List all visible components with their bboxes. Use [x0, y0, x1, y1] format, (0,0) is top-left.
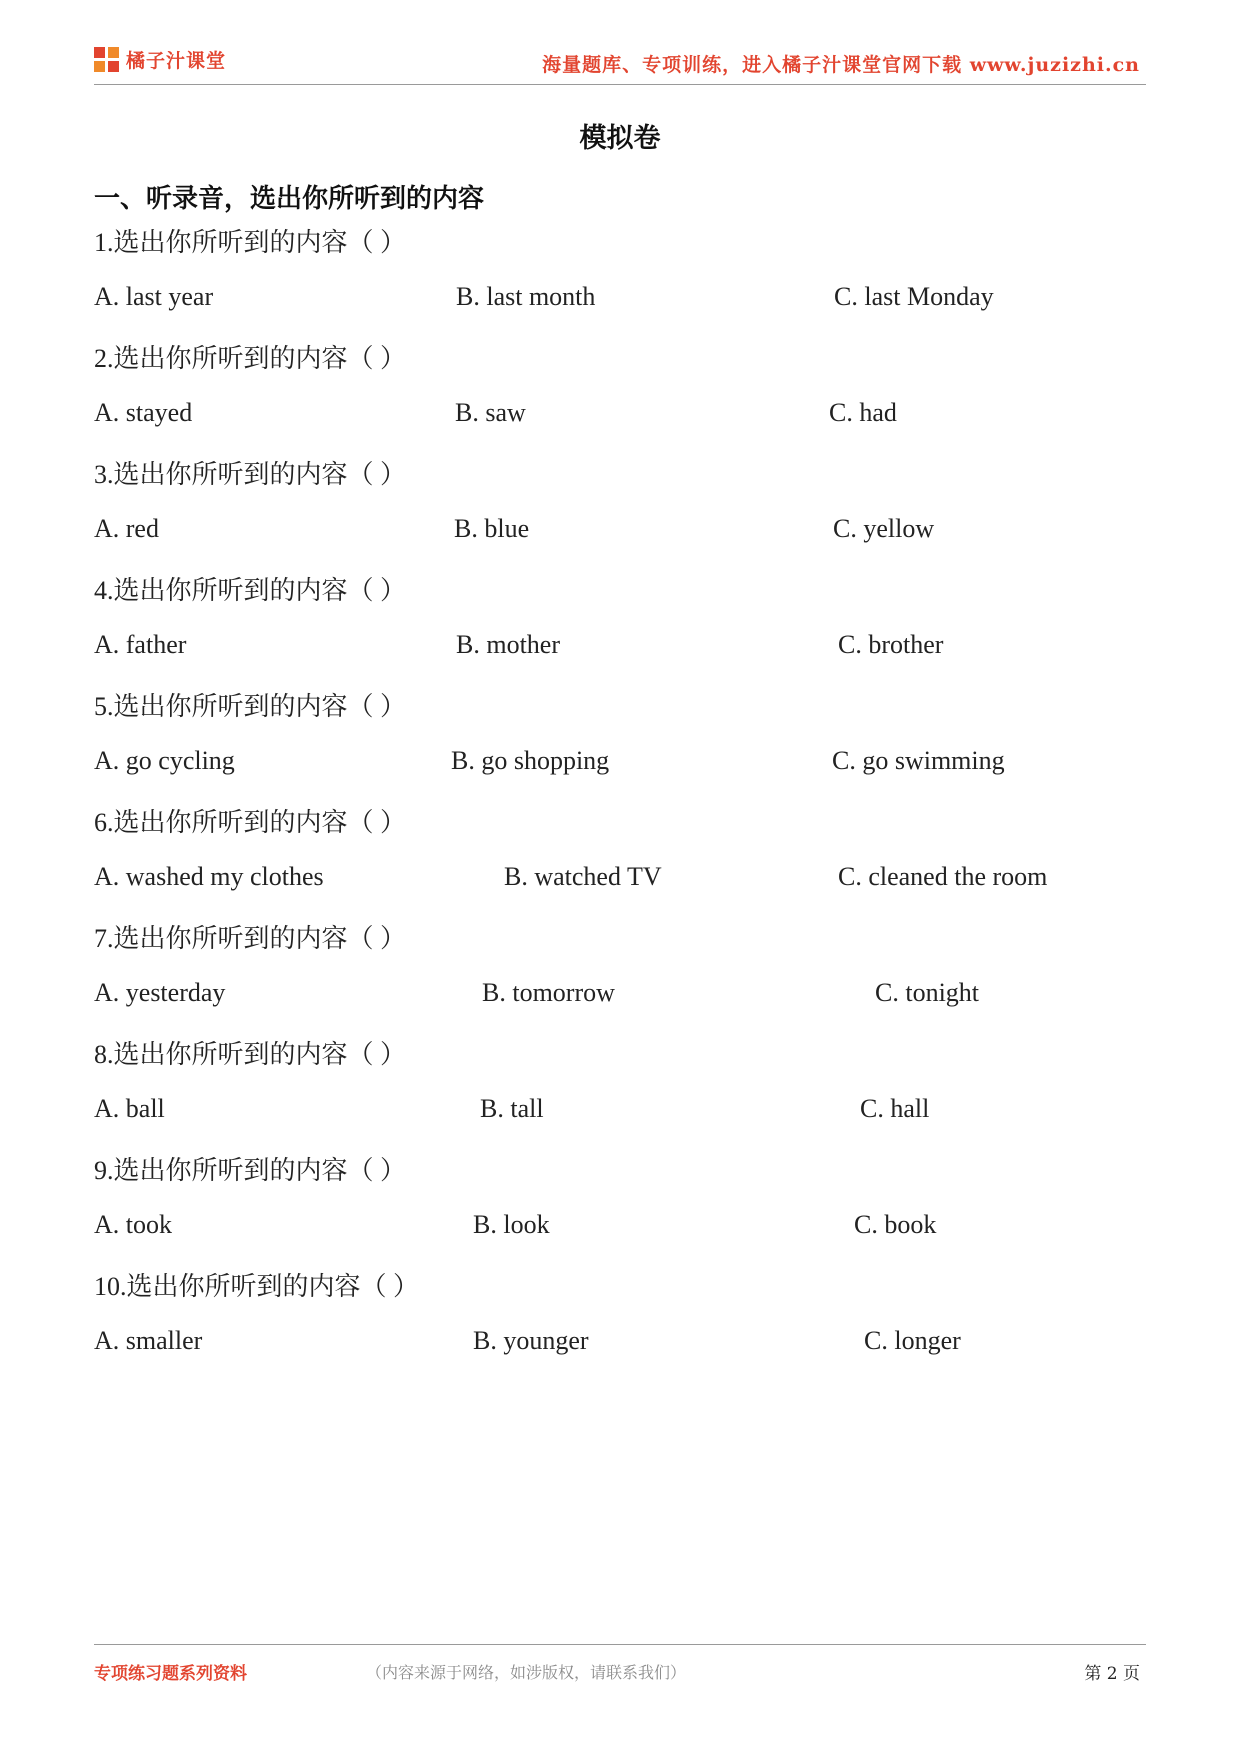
header-slogan: 海量题库、专项训练，进入橘子汁课堂官网下载 www.juzizhi.cn	[542, 54, 1140, 76]
option-c: C. had	[829, 398, 897, 427]
question-prompt: 10.选出你所听到的内容（ ）	[94, 1272, 420, 1301]
option-a: A. smaller	[94, 1326, 203, 1355]
page-header	[94, 42, 1146, 85]
brand-name: 橘子汁课堂	[126, 50, 227, 72]
option-b: B. tomorrow	[482, 978, 615, 1007]
option-c: C. book	[854, 1210, 937, 1239]
page-footer	[94, 1644, 1146, 1685]
question-prompt: 2.选出你所听到的内容（ ）	[94, 344, 407, 373]
option-a: A. took	[94, 1210, 172, 1239]
option-b: B. blue	[454, 514, 530, 543]
question-prompt: 5.选出你所听到的内容（ ）	[94, 692, 407, 721]
question-prompt: 3.选出你所听到的内容（ ）	[94, 460, 407, 489]
footer-copyright-note: （内容来源于网络，如涉版权，请联系我们）	[366, 1663, 687, 1682]
option-a: A. washed my clothes	[94, 862, 324, 891]
question-prompt: 6.选出你所听到的内容（ ）	[94, 808, 407, 837]
option-c: C. hall	[860, 1094, 930, 1123]
option-c: C. last Monday	[834, 282, 994, 311]
option-c: C. cleaned the room	[838, 862, 1048, 891]
option-b: B. watched TV	[504, 862, 662, 891]
option-c: C. tonight	[875, 978, 980, 1007]
page-title: 模拟卷	[579, 123, 661, 154]
page-number: 第 2 页	[1084, 1664, 1140, 1684]
option-c: C. go swimming	[832, 746, 1005, 775]
question-prompt: 1.选出你所听到的内容（ ）	[94, 228, 407, 257]
option-a: A. father	[94, 630, 187, 659]
footer-series-label: 专项练习题系列资料	[94, 1664, 247, 1684]
brand-logo	[94, 46, 226, 73]
option-a: A. red	[94, 514, 159, 543]
option-a: A. yesterday	[94, 978, 226, 1007]
option-c: C. brother	[838, 630, 944, 659]
question-prompt: 8.选出你所听到的内容（ ）	[94, 1040, 407, 1069]
option-c: C. yellow	[833, 514, 935, 543]
option-b: B. saw	[455, 398, 526, 427]
option-a: A. ball	[94, 1094, 165, 1123]
section-heading: 一、听录音，选出你所听到的内容	[94, 184, 485, 214]
option-b: B. mother	[456, 630, 560, 659]
option-a: A. stayed	[94, 398, 193, 427]
question-prompt: 7.选出你所听到的内容（ ）	[94, 924, 407, 953]
option-b: B. look	[473, 1210, 550, 1239]
option-b: B. tall	[480, 1094, 544, 1123]
option-b: B. younger	[473, 1326, 589, 1355]
option-b: B. go shopping	[451, 746, 610, 775]
question-prompt: 4.选出你所听到的内容（ ）	[94, 576, 407, 605]
question-prompt: 9.选出你所听到的内容（ ）	[94, 1156, 407, 1185]
option-c: C. longer	[864, 1326, 961, 1355]
option-b: B. last month	[456, 282, 596, 311]
option-a: A. last year	[94, 282, 214, 311]
logo-icon	[94, 47, 120, 73]
option-a: A. go cycling	[94, 746, 235, 775]
